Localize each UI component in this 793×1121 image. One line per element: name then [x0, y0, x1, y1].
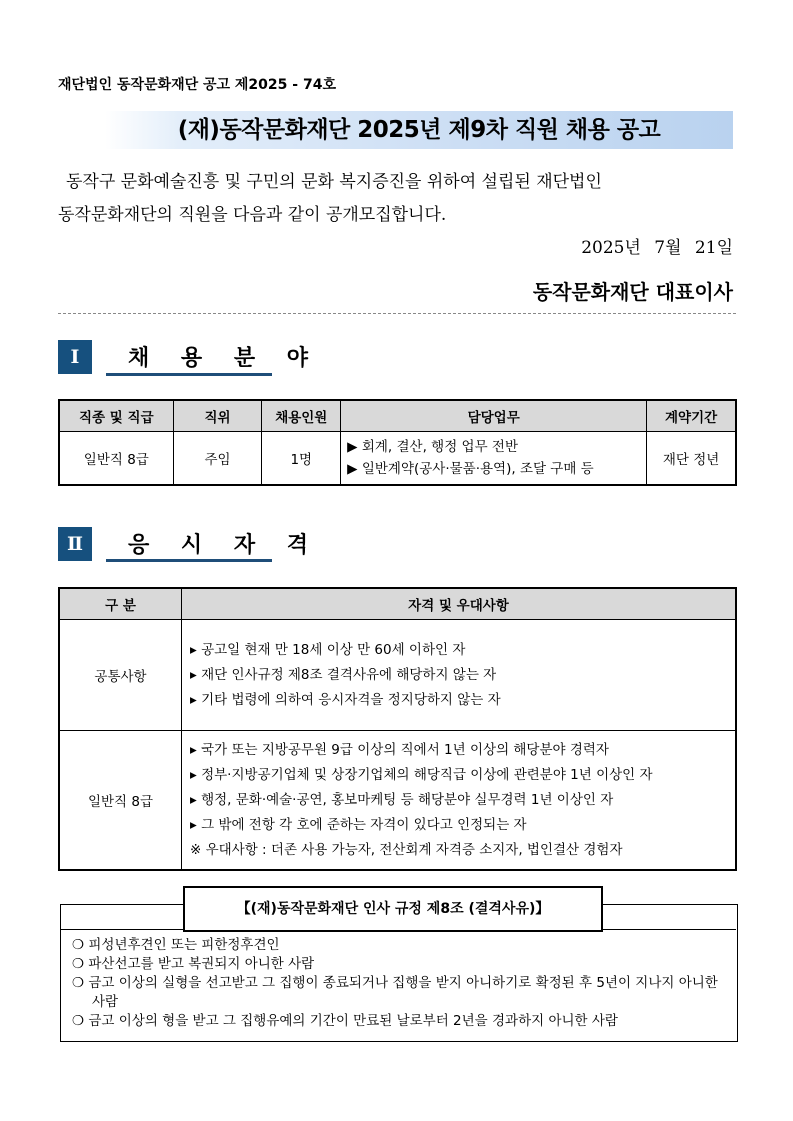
header-qualifications: 자격 및 우대사항: [182, 588, 737, 620]
section-2-underline: [106, 559, 272, 562]
notice-number: 재단법인 동작문화재단 공고 제2025 - 74호: [58, 77, 336, 93]
cell-common-items: [182, 620, 737, 731]
preference-item: ※ 우대사항 : 더존 사용 가능자, 전산회계 자격증 소지자, 법인결산 경험자: [190, 841, 623, 858]
qualification-item: ▸ 공고일 현재 만 18세 이상 만 60세 이하인 자: [190, 641, 466, 658]
divider: [58, 313, 736, 314]
duty-item: ▶ 회계, 결산, 행정 업무 전반: [347, 439, 518, 455]
header-grade: 직종 및 직급: [59, 400, 173, 432]
signer: 동작문화재단 대표이사: [532, 280, 733, 304]
table-row: [59, 620, 736, 731]
cell-grade8-label: 일반직 8급: [59, 731, 182, 871]
section-1-title: 채 용 분 야: [128, 346, 320, 371]
qualification-item: ▸ 기타 법령에 의하여 응시자격을 정지당하지 않는 자: [190, 691, 501, 708]
disqualification-list: [72, 936, 732, 1031]
qualification-item: ▸ 재단 인사규정 제8조 결격사유에 해당하지 않는 자: [190, 666, 497, 683]
list-item: ❍ 파산선고를 받고 복권되지 아니한 사람: [72, 956, 315, 972]
qualification-item: ▸ 국가 또는 지방공무원 9급 이상의 직에서 1년 이상의 해당분야 경력자: [190, 741, 609, 758]
cell-contract: 재단 정년: [647, 432, 736, 486]
qualification-item: ▸ 정부·지방공기업체 및 상장기업체의 해당직급 이상에 관련분야 1년 이상인 자: [190, 766, 653, 783]
qualification-item: ▸ 행정, 문화·예술·공연, 홍보마케팅 등 해당분야 실무경력 1년 이상인 자: [190, 791, 614, 808]
table-header-row: [59, 588, 736, 620]
cell-grade: 일반직 8급: [59, 432, 173, 486]
section-2-numeral: Ⅱ: [58, 527, 92, 561]
recruitment-table: [58, 399, 737, 486]
cell-position: 주임: [173, 432, 262, 486]
cell-duties: [341, 432, 647, 486]
intro-line-2: 동작문화재단의 직원을 다음과 같이 공개모집합니다.: [58, 205, 447, 225]
duty-item: ▶ 일반계약(공사·물품·용역), 조달 구매 등: [347, 461, 594, 477]
table-row: [59, 432, 736, 486]
header-count: 채용인원: [262, 400, 341, 432]
header-contract: 계약기간: [647, 400, 736, 432]
header-category: 구 분: [59, 588, 182, 620]
qualification-table: [58, 587, 737, 871]
intro-paragraph: [58, 166, 736, 232]
list-item: ❍ 금고 이상의 실형을 선고받고 그 집행이 종료되거나 집행을 받지 아니하기로 확정된 후 5년이 지나지 아니한 사람: [72, 975, 718, 1010]
list-item: ❍ 금고 이상의 형을 받고 그 집행유예의 기간이 만료된 날로부터 2년을 경과하지 아니한 사람: [72, 1013, 618, 1029]
disqualification-title: 【(재)동작문화재단 인사 규정 제8조 (결격사유)】: [183, 886, 603, 932]
intro-line-1: 동작구 문화예술진흥 및 구민의 문화 복지증진을 위하여 설립된 재단법인: [66, 172, 602, 192]
notice-date: 2025년 7월 21일: [581, 238, 733, 258]
table-row: [59, 731, 736, 871]
qualification-item: ▸ 그 밖에 전항 각 호에 준하는 자격이 있다고 인정되는 자: [190, 816, 527, 833]
header-duties: 담당업무: [341, 400, 647, 432]
cell-count: 1명: [262, 432, 341, 486]
cell-grade8-items: [182, 731, 737, 871]
header-position: 직위: [173, 400, 262, 432]
table-header-row: [59, 400, 736, 432]
page-title: (재)동작문화재단 2025년 제9차 직원 채용 공고: [177, 117, 661, 143]
section-1-underline: [106, 373, 272, 376]
section-2-title: 응 시 자 격: [128, 533, 320, 558]
list-item: ❍ 피성년후견인 또는 피한정후견인: [72, 937, 280, 953]
section-1-numeral: Ⅰ: [58, 340, 92, 374]
cell-common-label: 공통사항: [59, 620, 182, 731]
